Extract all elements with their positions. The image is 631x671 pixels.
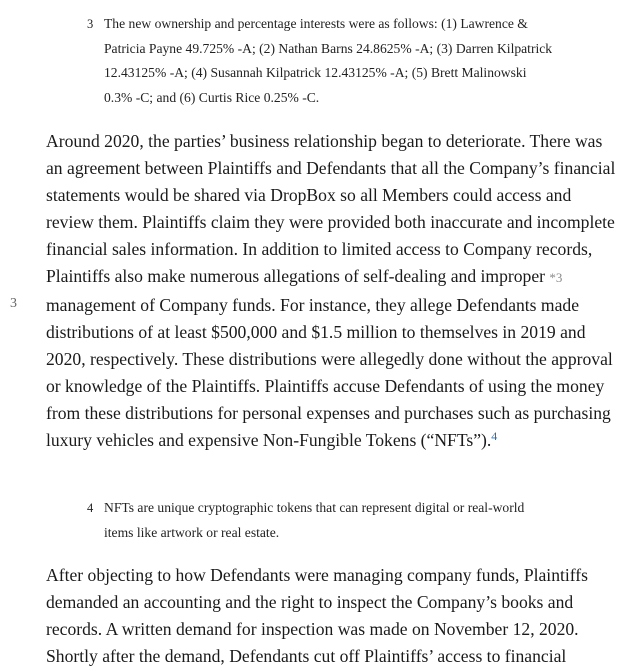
footnote-4 xyxy=(87,496,537,545)
margin-page-number: 3 xyxy=(10,296,17,311)
footnote-number: 4 xyxy=(87,501,94,515)
body-paragraph-1 xyxy=(46,128,622,454)
footnote-text: NFTs are unique cryptographic tokens that can represent digital or real-world items like artwork or real estate. xyxy=(104,500,525,540)
star-page-marker: *3 xyxy=(549,270,563,286)
footnote-ref-link[interactable]: 4 xyxy=(491,429,498,444)
paragraph-text-part2: management of Company funds. For instance, they allege Defendants made distributions of at least $500,000 and $1.5 million to themselves in 2019 and 2020, respectively. These distributions were allegedly done without the approval or knowledge of the Plaintiffs. Plaintiffs accuse Defendants of using the money from these distributions for personal expenses and purchases such as purchasing luxury vehicles and expensive Non-Fungible Tokens (“NFTs”). xyxy=(46,294,613,451)
body-paragraph-2 xyxy=(46,562,622,670)
paragraph-text-part1: Around 2020, the parties’ business relationship began to deteriorate. There was an agreement between Plaintiffs and Defendants that all the Company’s financial statements would be shared via DropBox so all Members could access and review them. Plaintiffs claim they were provided both inaccurate and incomplete financial sales information. In addition to limited access to Company records, Plaintiffs also make numerous allegations of self-dealing and improper xyxy=(46,131,616,287)
paragraph-text: After objecting to how Defendants were managing company funds, Plaintiffs demanded an accounting and the right to inspect the Company’s books and records. A written demand for inspection was made on November 12, 2020. Shortly after the demand, Defendants cut off Plaintiffs’ access to financial xyxy=(46,565,589,667)
footnote-number: 3 xyxy=(87,17,94,31)
footnote-3 xyxy=(87,12,557,110)
footnote-text: The new ownership and percentage interests were as follows: (1) Lawrence & Patricia Payne 49.725% -A; (2) Nathan Barns 24.8625% -A; (3) Darren Kilpatrick 12.43125% -A; (4) Susannah Kilpatrick 12.43125% -A; (5) Brett Malinowski 0.3% -C; and (6) Curtis Rice 0.25% -C. xyxy=(104,16,553,105)
